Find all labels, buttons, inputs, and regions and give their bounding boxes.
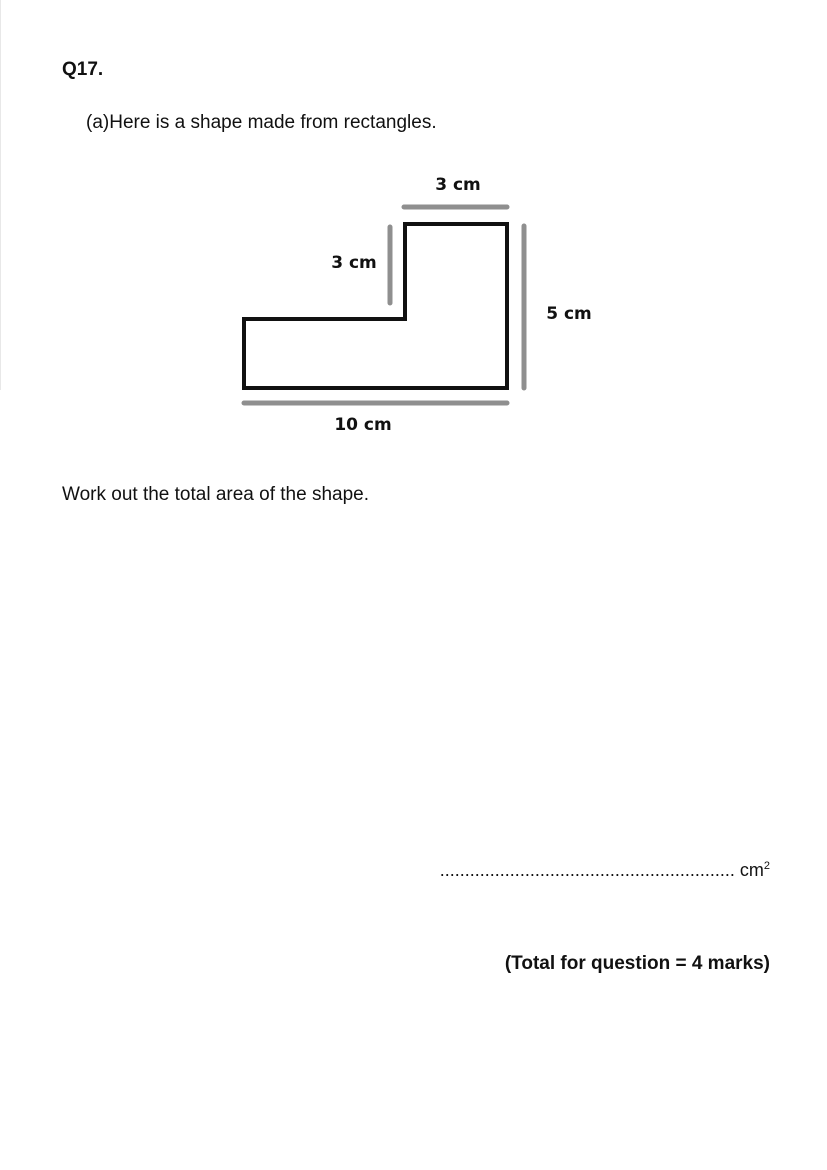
- question-number: Q17.: [62, 59, 104, 80]
- answer-line[interactable]: [440, 860, 770, 881]
- label-bottom-width: 10 cm: [334, 415, 392, 435]
- label-right-height: 5 cm: [546, 304, 592, 324]
- instruction-text: Work out the total area of the shape.: [62, 484, 370, 505]
- answer-unit-power: 2: [763, 860, 770, 872]
- l-shape-diagram: [0, 0, 827, 460]
- answer-unit: cm: [739, 860, 764, 880]
- l-shape-outline: [244, 224, 507, 388]
- part-a-intro: (a)Here is a shape made from rectangles.: [86, 112, 437, 133]
- label-step-height: 3 cm: [331, 253, 377, 273]
- answer-dots[interactable]: ...........................................................: [439, 860, 735, 880]
- total-marks: (Total for question = 4 marks): [504, 953, 770, 974]
- label-top-width: 3 cm: [435, 175, 481, 195]
